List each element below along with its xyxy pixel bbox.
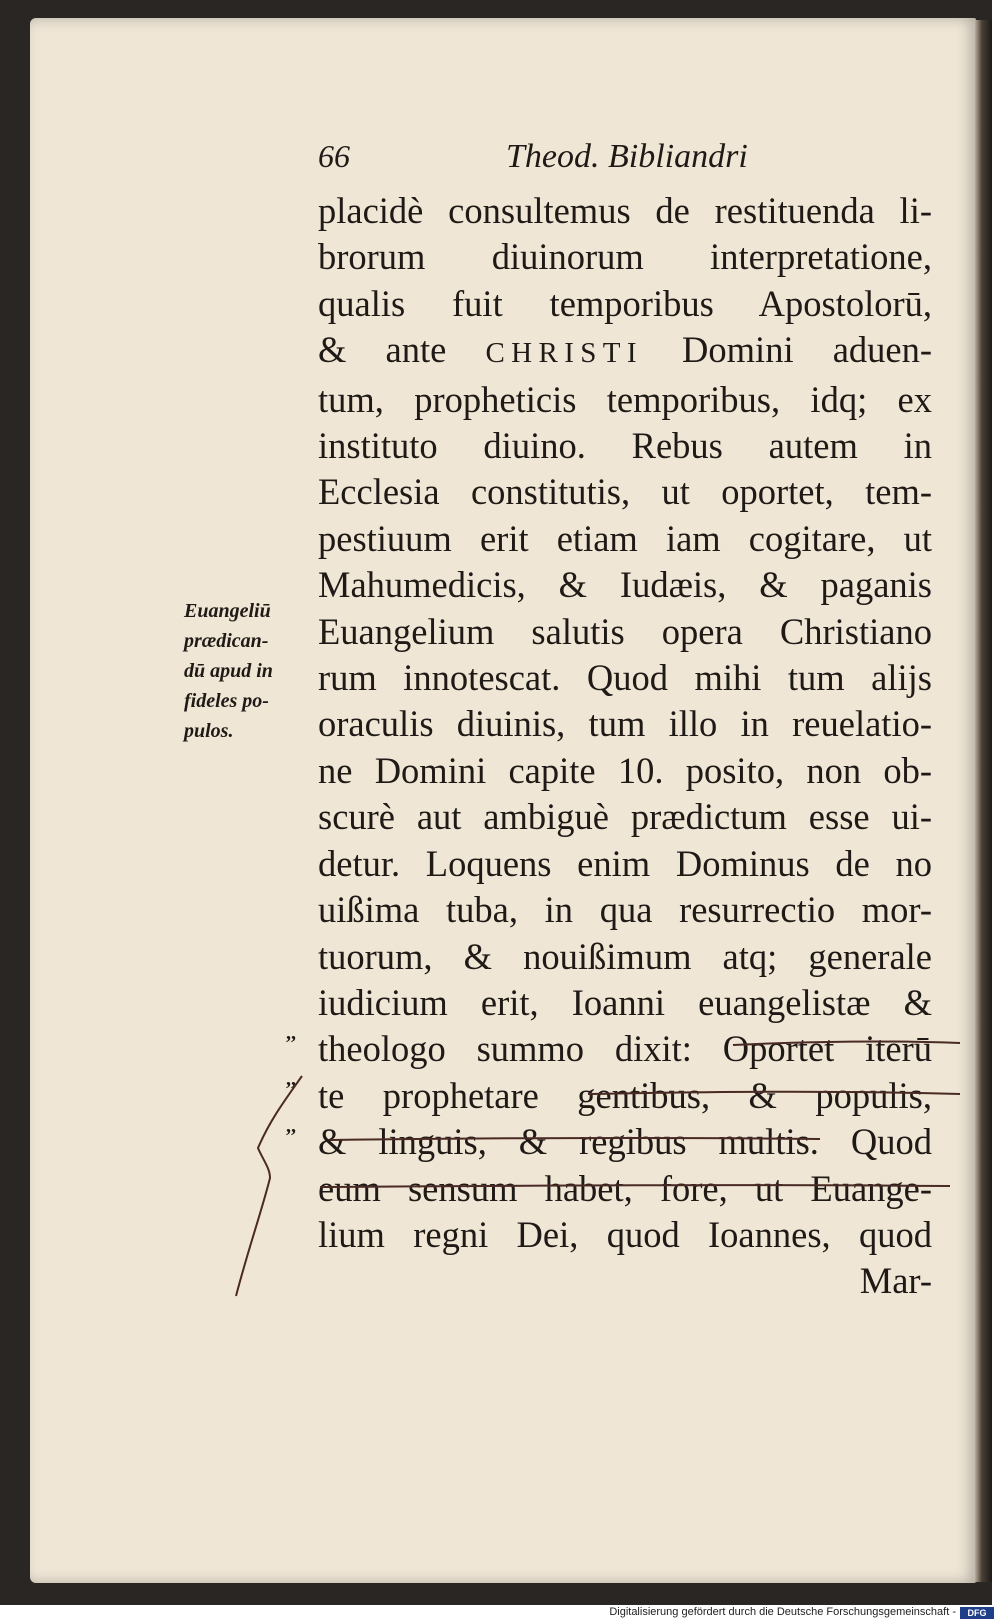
digitization-footer [0,1606,1000,1620]
text-line: pestiuum erit etiam iam cogitare, ut [318,517,932,559]
text-segment: & ante [318,329,447,371]
dfg-logo: DFG [960,1607,994,1619]
text-line [318,327,932,376]
text-line: oraculis diuinis, tum illo in reuelatio- [318,703,932,745]
marginal-note-line: prædican- [184,630,269,652]
page-number: 66 [318,138,350,174]
marginal-note-line: fideles po- [184,690,269,712]
quote-mark: ,, [286,1022,296,1044]
running-title: Theod. Bibliandri [506,138,748,175]
text-line: Mahumedicis, & Iudæis, & paganis [318,564,932,606]
quotation-marks [286,1010,316,1149]
marginal-note-line: dū apud in [184,660,273,682]
text-line: iudicium erit, Ioanni euangelistæ & [318,981,932,1023]
text-line: rum innotescat. Quod mihi tum alijs [318,657,932,699]
small-caps-word: CHRISTI [485,337,643,370]
marginal-note-line: Euangeliū [184,600,271,622]
quote-mark: ,, [286,1114,296,1137]
text-line: qualis fuit temporibus Apostolorū, [318,282,932,324]
text-line: uißima tuba, in qua resurrectio mor- [318,889,932,931]
text-line: Euangelium salutis opera Christiano [318,610,932,652]
text-line: placidè consultemus de restituenda li- [318,190,932,231]
text-line: lium regni Dei, quod Ioannes, quod [318,1213,932,1255]
text-line: tum, propheticis temporibus, idq; ex [318,378,932,420]
text-line: Ecclesia constitutis, ut oportet, tem- [318,471,932,513]
text-line: & linguis, & regibus multis. Quod [318,1121,932,1163]
footer-credit: Digitalisierung gefördert durch die Deutsche Forschungsgemeinschaft - [609,1606,956,1618]
text-line: instituto diuino. Rebus autem in [318,425,932,467]
text-line: theologo summo dixit: Oportet iterū [318,1028,932,1070]
text-line: te prophetare gentibus, & populis, [318,1074,932,1116]
marginal-note-line: pulos. [184,720,234,742]
text-line: detur. Loquens enim Dominus de no [318,842,932,884]
page-edge [975,20,992,1582]
body-text [318,188,932,1305]
text-line: brorum diuinorum interpretatione, [318,236,932,278]
text-line: ne Domini capite 10. posito, non ob- [318,749,932,791]
marginal-note [184,596,320,746]
page-header [318,138,758,188]
text-line: eum sensum habet, fore, ut Euange- [318,1167,932,1209]
quote-mark: ,, [286,1068,296,1091]
text-segment: Domini aduen- [682,329,933,371]
text-line: scurè aut ambiguè prædictum esse ui- [318,796,932,838]
catchword: Mar- [859,1260,932,1302]
text-line: tuorum, & nouißimum atq; generale [318,935,932,977]
